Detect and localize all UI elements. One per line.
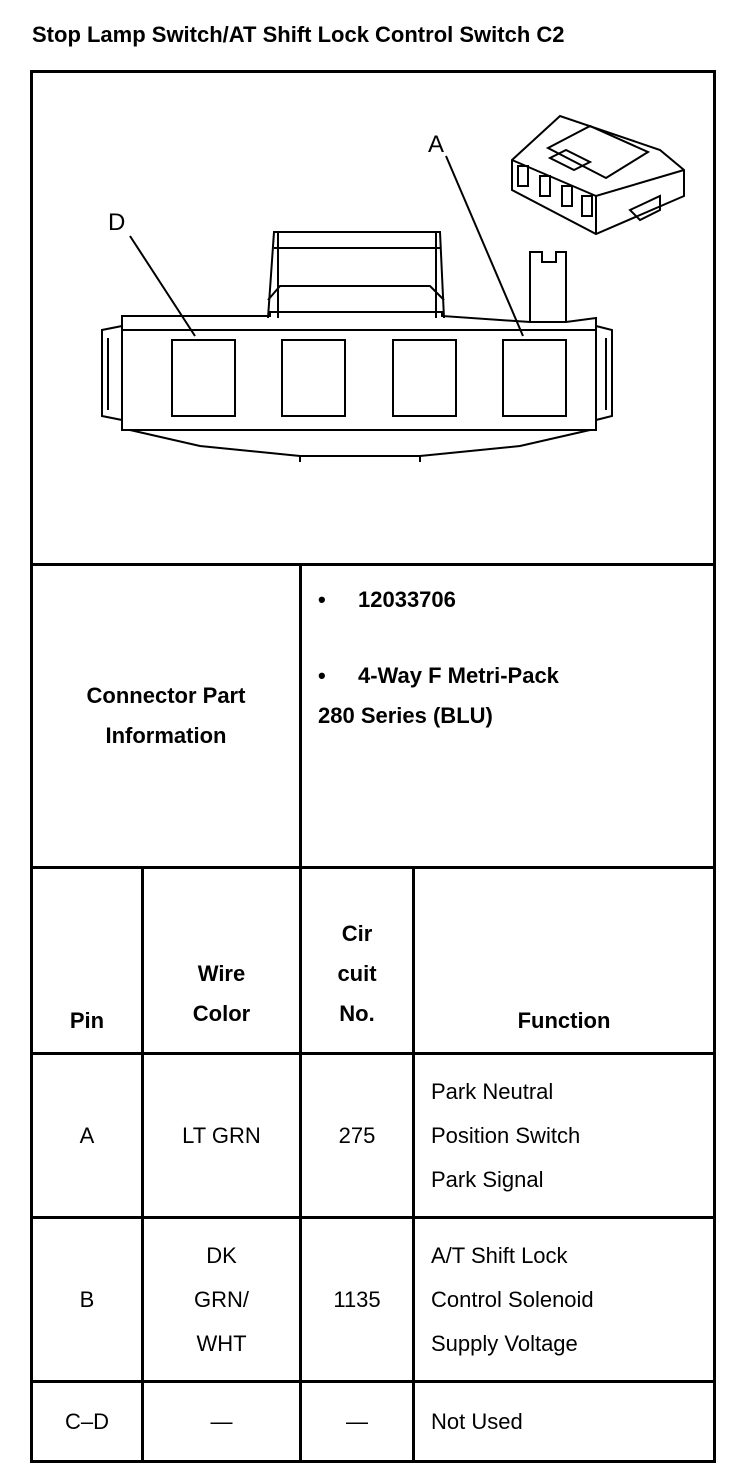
header-pin-label: Pin bbox=[69, 1008, 105, 1033]
header-pin bbox=[33, 869, 141, 1052]
header-function-label: Function bbox=[517, 1008, 611, 1033]
connector-type-line1: 4-Way F Metri-Pack bbox=[358, 663, 559, 688]
table-row-b-circuit bbox=[302, 1219, 412, 1380]
header-circuit bbox=[302, 869, 412, 1052]
header-circuit-line3: No. bbox=[339, 1001, 375, 1026]
page-title: Stop Lamp Switch/AT Shift Lock Control Switch C2 bbox=[32, 22, 565, 47]
pin-cell: A bbox=[79, 1122, 95, 1148]
function-line: Park Neutral bbox=[431, 1078, 554, 1104]
wire-color-line: DK bbox=[206, 1242, 237, 1268]
wire-color-cell: LT GRN bbox=[182, 1122, 261, 1148]
connector-info-label bbox=[33, 566, 299, 866]
table-row-a-pin bbox=[33, 1055, 141, 1216]
wire-color-cell: — bbox=[210, 1408, 233, 1434]
table-row-a-wire bbox=[144, 1055, 299, 1216]
function-line: Supply Voltage bbox=[431, 1330, 578, 1356]
header-function bbox=[415, 869, 713, 1052]
header-wire-line2: Color bbox=[192, 1001, 251, 1026]
function-line: Not Used bbox=[431, 1408, 523, 1434]
connector-diagram bbox=[33, 73, 713, 563]
cavity-c bbox=[282, 340, 345, 416]
table-row-a-circuit bbox=[302, 1055, 412, 1216]
header-circuit-line1: Cir bbox=[341, 921, 373, 946]
table-row-a-function bbox=[415, 1055, 713, 1216]
connector-type-line2: 280 Series (BLU) bbox=[318, 703, 493, 728]
table-row-cd-function bbox=[415, 1383, 713, 1460]
wire-color-line: WHT bbox=[196, 1330, 247, 1356]
circuit-cell: 1135 bbox=[333, 1286, 381, 1312]
header-wire-line1: Wire bbox=[197, 961, 246, 986]
function-line: Park Signal bbox=[431, 1166, 544, 1192]
function-line: Position Switch bbox=[431, 1122, 581, 1148]
header-circuit-line2: cuit bbox=[337, 961, 377, 986]
table-row-b-function bbox=[415, 1219, 713, 1380]
circuit-cell: — bbox=[346, 1408, 368, 1434]
function-line: Control Solenoid bbox=[431, 1286, 594, 1312]
wire-color-line: GRN/ bbox=[194, 1286, 249, 1312]
part-number: 12033706 bbox=[358, 587, 456, 612]
diagram-label-d: D bbox=[108, 209, 126, 236]
cavity-d bbox=[172, 340, 235, 416]
table-row-cd-wire bbox=[144, 1383, 299, 1460]
table-row-b-pin bbox=[33, 1219, 141, 1380]
bullet: • bbox=[318, 663, 326, 688]
bullet: • bbox=[318, 587, 326, 612]
pin-cell: B bbox=[79, 1286, 95, 1312]
connector-info-label-line1: Connector Part bbox=[86, 683, 246, 708]
cavity-a bbox=[503, 340, 566, 416]
function-line: A/T Shift Lock bbox=[431, 1242, 568, 1268]
pin-cell: C–D bbox=[64, 1408, 109, 1434]
cavity-b bbox=[393, 340, 456, 416]
connector-info-label-line2: Information bbox=[105, 723, 227, 748]
table-row-cd-pin bbox=[33, 1383, 141, 1460]
connector-info-values bbox=[302, 566, 713, 866]
table-row-b-wire bbox=[144, 1219, 299, 1380]
header-wire-color bbox=[144, 869, 299, 1052]
diagram-label-a: A bbox=[428, 131, 445, 158]
circuit-cell: 275 bbox=[338, 1122, 376, 1148]
table-row-cd-circuit bbox=[302, 1383, 412, 1460]
